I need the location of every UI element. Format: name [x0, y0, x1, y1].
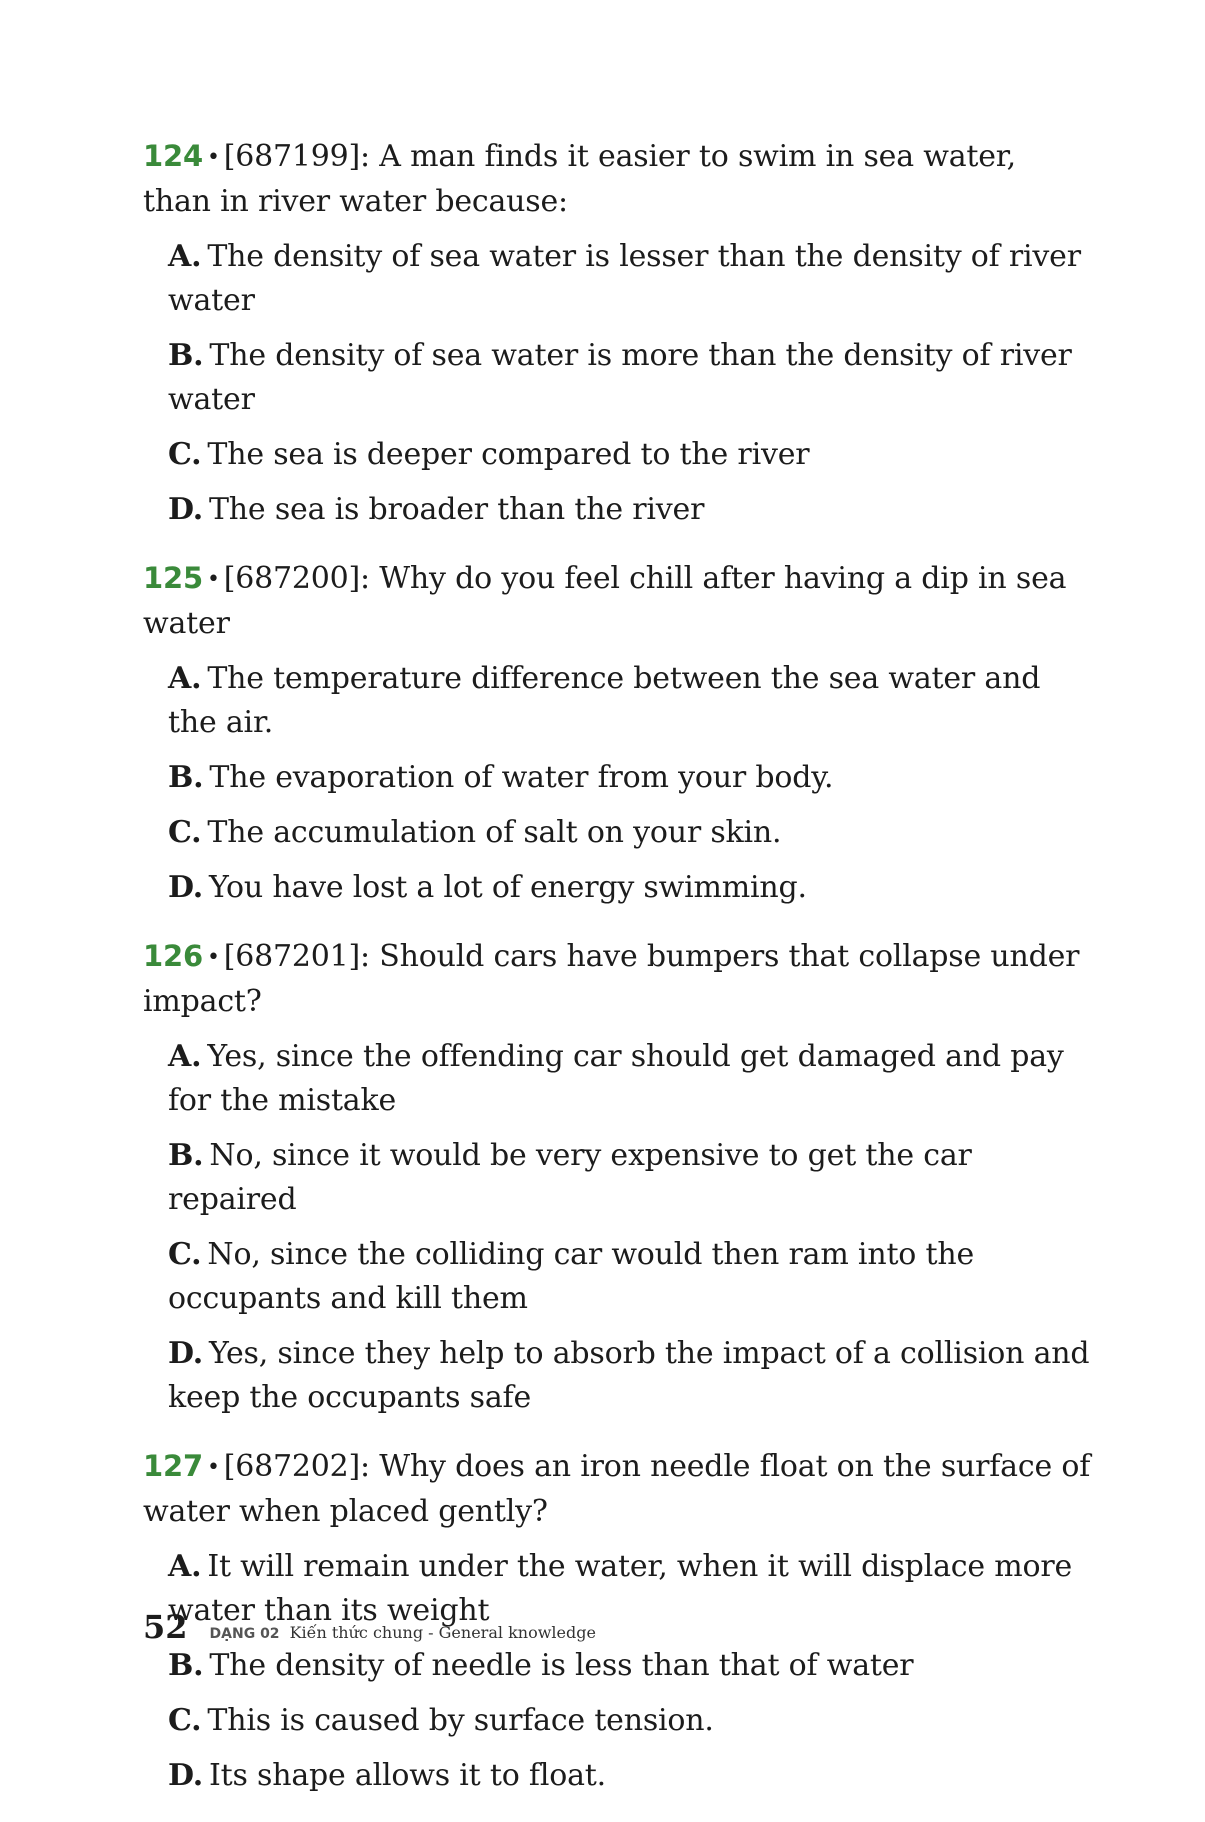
option-text: This is caused by surface tension.: [207, 1703, 714, 1738]
question-list: [143, 134, 1093, 1822]
option-letter: A.: [168, 1549, 202, 1584]
option-text: It will remain under the water, when it will displace more water than its weight: [168, 1549, 1073, 1628]
option-text: The accumulation of salt on your skin.: [207, 815, 782, 850]
option-text: The density of sea water is lesser than the density of river water: [168, 239, 1081, 318]
bullet-icon: •: [206, 145, 220, 170]
option-letter: D.: [168, 492, 203, 527]
option-letter: B.: [168, 338, 204, 373]
question-number: 124: [143, 139, 203, 173]
question-124: [143, 134, 1093, 532]
option-text: The density of sea water is more than the density of river water: [168, 338, 1072, 417]
option-letter: A.: [168, 1039, 202, 1074]
option-text: The evaporation of water from your body.: [209, 760, 834, 795]
option-d: [168, 866, 1093, 910]
option-text: Yes, since they help to absorb the impact of a collision and keep the occupants safe: [168, 1336, 1090, 1415]
option-text: Yes, since the offending car should get damaged and pay for the mistake: [168, 1039, 1064, 1118]
option-text: The density of needle is less than that of water: [209, 1648, 914, 1683]
option-letter: B.: [168, 1138, 204, 1173]
option-b: [168, 1644, 1093, 1688]
question-number: 127: [143, 1449, 203, 1483]
option-text: You have lost a lot of energy swimming.: [209, 870, 807, 905]
option-letter: B.: [168, 1648, 204, 1683]
question-stem: [143, 1444, 1093, 1534]
option-letter: C.: [168, 815, 202, 850]
bullet-icon: •: [206, 1455, 220, 1480]
option-text: The sea is broader than the river: [209, 492, 705, 527]
option-letter: A.: [168, 661, 202, 696]
option-d: [168, 488, 1093, 532]
option-c: [168, 811, 1093, 855]
option-text: No, since it would be very expensive to get the car repaired: [168, 1138, 972, 1217]
option-c: [168, 1699, 1093, 1743]
question-stem: [143, 134, 1093, 224]
option-letter: D.: [168, 1758, 203, 1793]
option-text: Its shape allows it to float.: [209, 1758, 606, 1793]
option-text: The temperature difference between the sea water and the air.: [168, 661, 1041, 740]
option-letter: C.: [168, 437, 202, 472]
question-stem: [143, 556, 1093, 646]
option-letter: B.: [168, 760, 204, 795]
option-c: [168, 433, 1093, 477]
option-letter: C.: [168, 1237, 202, 1272]
section-title: Kiến thức chung - General knowledge: [289, 1623, 596, 1642]
question-text: [687199]: A man finds it easier to swim in sea water, than in river water because:: [143, 139, 1016, 219]
option-b: [168, 334, 1093, 422]
question-126: [143, 934, 1093, 1420]
bullet-icon: •: [206, 567, 220, 592]
question-125: [143, 556, 1093, 910]
option-text: No, since the colliding car would then ram into the occupants and kill them: [168, 1237, 975, 1316]
option-letter: A.: [168, 239, 202, 274]
option-a: [168, 657, 1093, 745]
question-text: [687202]: Why does an iron needle float on the surface of water when placed gently?: [143, 1449, 1091, 1529]
option-letter: D.: [168, 1336, 203, 1371]
option-text: The sea is deeper compared to the river: [207, 437, 810, 472]
bullet-icon: •: [206, 945, 220, 970]
option-b: [168, 1134, 1093, 1222]
page-footer: [143, 1608, 596, 1646]
option-b: [168, 756, 1093, 800]
option-letter: C.: [168, 1703, 202, 1738]
question-number: 126: [143, 939, 203, 973]
option-c: [168, 1233, 1093, 1321]
question-number: 125: [143, 561, 203, 595]
section-tag: DẠNG 02: [209, 1626, 280, 1642]
question-stem: [143, 934, 1093, 1024]
question-text: [687200]: Why do you feel chill after having a dip in sea water: [143, 561, 1067, 641]
page-number: 52: [143, 1608, 188, 1646]
option-d: [168, 1754, 1093, 1798]
option-d: [168, 1332, 1093, 1420]
option-a: [168, 235, 1093, 323]
question-text: [687201]: Should cars have bumpers that collapse under impact?: [143, 939, 1080, 1019]
option-letter: D.: [168, 870, 203, 905]
option-a: [168, 1035, 1093, 1123]
